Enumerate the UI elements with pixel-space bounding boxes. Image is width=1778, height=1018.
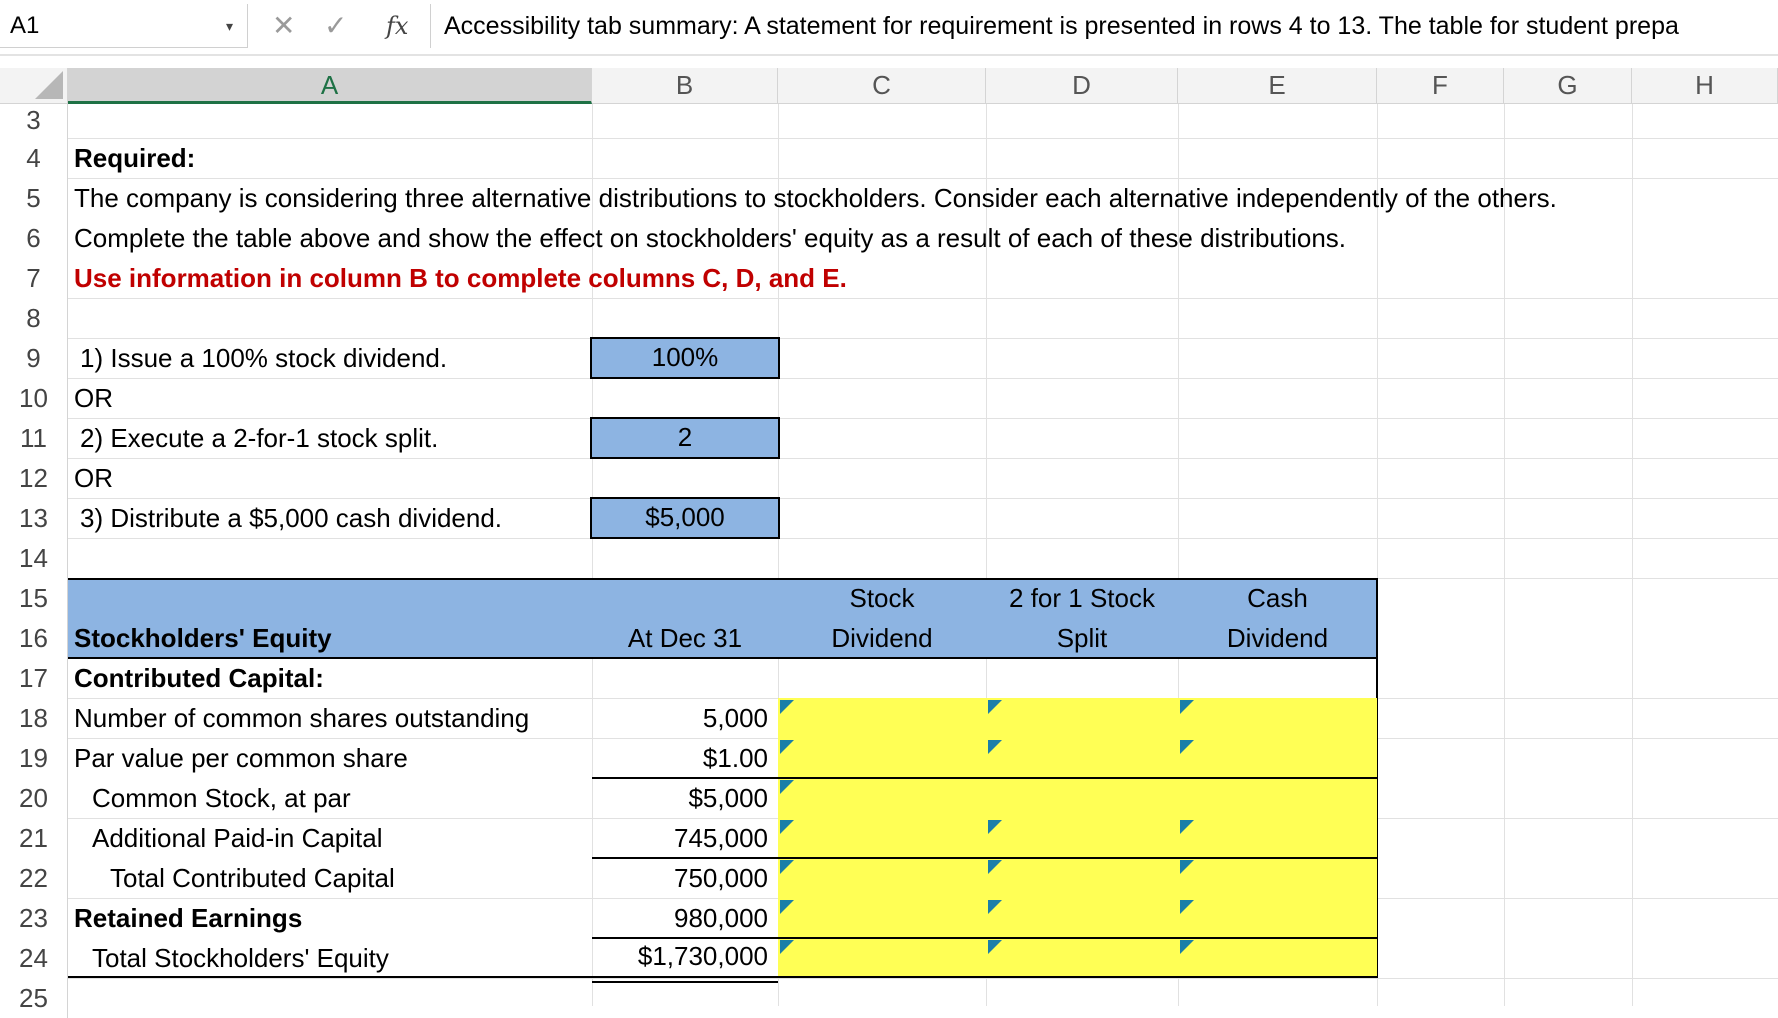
comment-indicator-icon[interactable] — [988, 860, 1002, 874]
row-header[interactable]: 11 — [0, 418, 68, 458]
formula-input[interactable]: Accessibility tab summary: A statement for requirement is presented in rows 4 to 13. The table for student prepa — [444, 12, 1679, 40]
row-label-par-value: Par value per common share — [74, 743, 408, 773]
row-header[interactable]: 3 — [0, 100, 68, 140]
row-label-total-equity: Total Stockholders' Equity — [92, 943, 389, 973]
name-box-value: A1 — [10, 12, 40, 39]
border-line — [592, 937, 1378, 939]
value-shares-outstanding[interactable]: 5,000 — [702, 703, 768, 733]
comment-indicator-icon[interactable] — [988, 700, 1002, 714]
comment-indicator-icon[interactable] — [780, 860, 794, 874]
column-header-b[interactable]: B — [592, 68, 778, 104]
border-line — [68, 976, 1378, 978]
or-label: OR — [74, 383, 113, 413]
row-header[interactable]: 5 — [0, 178, 68, 218]
row-header[interactable]: 7 — [0, 258, 68, 298]
column-header-h[interactable]: H — [1632, 68, 1778, 104]
required-line-2: Complete the table above and show the effect on stockholders' equity as a result of each of these distributions. — [74, 223, 1347, 253]
column-header-c[interactable]: C — [778, 68, 986, 104]
formula-bar — [0, 0, 1778, 52]
column-title-stock-split: 2 for 1 Stock — [1009, 583, 1155, 613]
border-line — [592, 777, 1378, 779]
row-header[interactable]: 24 — [0, 938, 68, 978]
enter-icon[interactable]: ✓ — [324, 10, 348, 41]
grid-line — [1632, 104, 1633, 1006]
name-box[interactable] — [0, 4, 248, 48]
value-retained-earnings[interactable]: 980,000 — [674, 903, 768, 933]
grid-line — [68, 458, 1778, 459]
value-par-value[interactable]: $1.00 — [702, 743, 768, 773]
value-apic[interactable]: 745,000 — [674, 823, 768, 853]
or-label: OR — [74, 463, 113, 493]
option-2-label: 2) Execute a 2-for-1 stock split. — [80, 423, 439, 453]
row-header[interactable]: 8 — [0, 298, 68, 338]
row-header[interactable]: 6 — [0, 218, 68, 258]
comment-indicator-icon[interactable] — [1180, 820, 1194, 834]
cancel-icon[interactable]: ✕ — [272, 10, 296, 41]
column-header-d[interactable]: D — [986, 68, 1178, 104]
column-title-stock-split-2: Split — [1056, 623, 1108, 653]
grid-line — [68, 978, 1778, 979]
column-header-f[interactable]: F — [1377, 68, 1504, 104]
column-title-cash-dividend-2: Dividend — [1226, 623, 1329, 653]
row-header[interactable]: 23 — [0, 898, 68, 938]
comment-indicator-icon[interactable] — [780, 940, 794, 954]
row-header[interactable]: 10 — [0, 378, 68, 418]
comment-indicator-icon[interactable] — [1180, 940, 1194, 954]
border-line — [592, 857, 1378, 859]
comment-indicator-icon[interactable] — [988, 820, 1002, 834]
instruction-text: Use information in column B to complete columns C, D, and E. — [74, 263, 847, 293]
column-header-e[interactable]: E — [1178, 68, 1377, 104]
row-label-apic: Additional Paid-in Capital — [92, 823, 383, 853]
row-header[interactable]: 12 — [0, 458, 68, 498]
answer-input-area[interactable] — [778, 698, 1377, 978]
comment-indicator-icon[interactable] — [1180, 860, 1194, 874]
column-title-at-dec-31: At Dec 31 — [627, 623, 743, 653]
grid-line — [68, 298, 1778, 299]
comment-indicator-icon[interactable] — [1180, 740, 1194, 754]
row-header[interactable]: 22 — [0, 858, 68, 898]
row-header[interactable]: 19 — [0, 738, 68, 778]
comment-indicator-icon[interactable] — [988, 740, 1002, 754]
column-header-g[interactable]: G — [1504, 68, 1632, 104]
select-all-corner[interactable] — [0, 68, 68, 104]
comment-indicator-icon[interactable] — [780, 780, 794, 794]
fx-icon[interactable]: fx — [386, 12, 409, 40]
row-header[interactable]: 15 — [0, 578, 68, 618]
table-title: Stockholders' Equity — [74, 623, 332, 653]
grid-line — [68, 378, 1778, 379]
value-total-contributed[interactable]: 750,000 — [674, 863, 768, 893]
column-title-stock-dividend: Stock — [849, 583, 915, 613]
row-header[interactable]: 13 — [0, 498, 68, 538]
comment-indicator-icon[interactable] — [780, 900, 794, 914]
row-header[interactable]: 14 — [0, 538, 68, 578]
comment-indicator-icon[interactable] — [988, 900, 1002, 914]
chevron-down-icon[interactable]: ▾ — [225, 18, 233, 34]
column-title-cash-dividend: Cash — [1247, 583, 1308, 613]
value-total-equity[interactable]: $1,730,000 — [637, 941, 768, 971]
row-header[interactable]: 20 — [0, 778, 68, 818]
comment-indicator-icon[interactable] — [780, 700, 794, 714]
comment-indicator-icon[interactable] — [1180, 900, 1194, 914]
option-3-input-cell[interactable]: $5,000 — [590, 497, 780, 539]
option-1-input-cell[interactable]: 100% — [590, 337, 780, 379]
row-header[interactable]: 16 — [0, 618, 68, 658]
required-heading: Required: — [74, 143, 196, 173]
row-header[interactable]: 4 — [0, 138, 68, 178]
grid-line — [68, 138, 1778, 139]
formula-buttons — [254, 4, 431, 48]
option-3-label: 3) Distribute a $5,000 cash dividend. — [80, 503, 503, 533]
row-header[interactable]: 9 — [0, 338, 68, 378]
option-2-input-cell[interactable]: 2 — [590, 417, 780, 459]
comment-indicator-icon[interactable] — [1180, 700, 1194, 714]
column-header-a[interactable]: A — [68, 68, 592, 104]
border-line — [592, 981, 778, 983]
comment-indicator-icon[interactable] — [988, 940, 1002, 954]
row-header[interactable]: 18 — [0, 698, 68, 738]
row-label-retained-earnings: Retained Earnings — [74, 903, 303, 933]
value-common-stock[interactable]: $5,000 — [688, 783, 768, 813]
option-1-label: 1) Issue a 100% stock dividend. — [80, 343, 448, 373]
row-header[interactable]: 17 — [0, 658, 68, 698]
required-line-1: The company is considering three alternative distributions to stockholders. Consider each alternative independently of the others. — [74, 183, 1557, 213]
divider — [0, 54, 1778, 56]
row-label-total-contributed: Total Contributed Capital — [110, 863, 395, 893]
grid-line — [68, 538, 1778, 539]
comment-indicator-icon[interactable] — [780, 820, 794, 834]
row-header[interactable]: 25 — [0, 978, 68, 1018]
row-label-shares-outstanding: Number of common shares outstanding — [74, 703, 530, 733]
row-header[interactable]: 21 — [0, 818, 68, 858]
grid-line — [1504, 104, 1505, 1006]
column-title-stock-dividend-2: Dividend — [831, 623, 933, 653]
row-label-common-stock: Common Stock, at par — [92, 783, 351, 813]
contributed-capital-heading: Contributed Capital: — [74, 663, 324, 693]
comment-indicator-icon[interactable] — [780, 740, 794, 754]
